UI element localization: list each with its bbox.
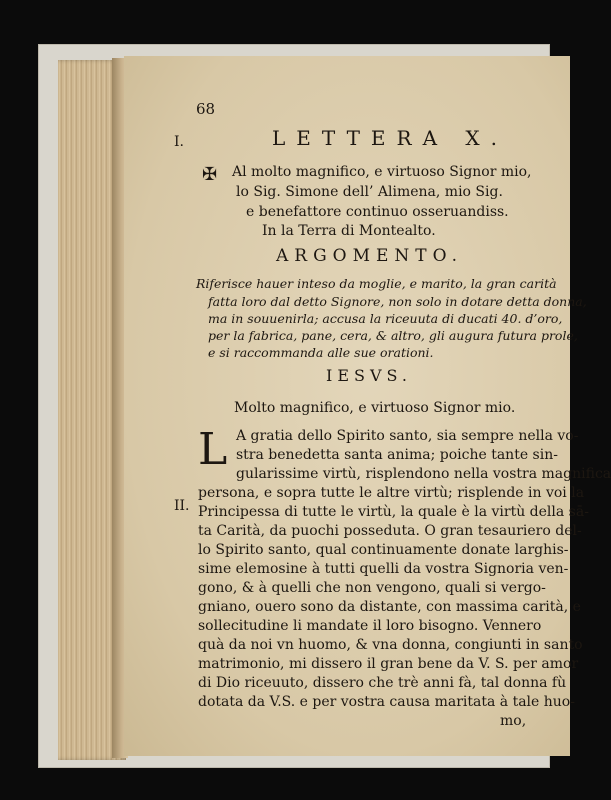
body-line: sollecitudine li mandate il loro bisogno. Vennero	[198, 618, 542, 634]
iesus-heading: IESVS.	[326, 366, 412, 385]
address-line-2: lo Sig. Simone dell’ Alimena, mio Sig.	[236, 184, 503, 200]
body-line: Principessa di tutte le virtù, la quale è la virtù della sā-	[198, 504, 589, 520]
body-line: dotata da V.S. e per vostra causa maritata à tale huo-	[198, 694, 575, 710]
argomento-line-2: fatta loro dal detto Signore, non solo in dotare detta donna,	[208, 294, 587, 309]
body-line: quà da noi vn huomo, & vna donna, congiunti in santo	[198, 637, 583, 653]
body-line: lo Spirito santo, qual continuamente donate larghis-	[198, 542, 569, 558]
drop-cap: L	[198, 424, 228, 475]
body-line: mo,	[500, 713, 527, 729]
argomento-line-3: ma in souuenirla; accusa la riceuuta di ducati 40. d’oro,	[208, 311, 563, 326]
body-line: matrimonio, mi dissero il gran bene da V. S. per amor	[198, 656, 579, 672]
body-line: ta Carità, da puochi posseduta. O gran tesauriero del-	[198, 523, 582, 539]
body-line: gono, & à quelli che non vengono, quali si vergo-	[198, 580, 546, 596]
page-number: 68	[196, 100, 216, 118]
body-line: A gratia dello Spirito santo, sia sempre nella vo-	[236, 428, 579, 444]
body-line: di Dio riceuuto, dissero che trè anni fà, tal donna fù	[198, 675, 567, 691]
argomento-heading: ARGOMENTO.	[276, 246, 463, 266]
cross-icon: ✠	[202, 164, 218, 185]
argomento-line-4: per la fabrica, pane, cera, & altro, gli augura futura prole,	[208, 328, 578, 343]
book-page	[124, 56, 611, 756]
body-line: stra benedetta santa anima; poiche tante sin-	[236, 447, 558, 463]
margin-mark-2: II.	[174, 498, 190, 514]
body-line: gniano, ouero sono da distante, con massima carità, e	[198, 599, 581, 615]
body-line: sime elemosine à tutti quelli da vostra Signoria ven-	[198, 561, 569, 577]
body-line: persona, e sopra tutte le altre virtù; risplende in voi la	[198, 485, 585, 501]
margin-mark-1: I.	[174, 134, 184, 150]
argomento-line-5: e si raccommanda alle sue orationi.	[208, 345, 434, 360]
argomento-line-1: Riferisce hauer inteso da moglie, e marito, la gran carità	[196, 276, 557, 291]
letter-title: LETTERA X.	[272, 126, 508, 150]
address-line-4: In la Terra di Montealto.	[262, 223, 436, 239]
address-line-1: Al molto magnifico, e virtuoso Signor mio,	[232, 164, 532, 180]
body-line: gularissime virtù, risplendono nella vostra magnifica	[236, 466, 611, 482]
address-line-3: e benefattore continuo osseruandiss.	[246, 204, 509, 220]
salutation: Molto magnifico, e virtuoso Signor mio.	[234, 400, 516, 416]
